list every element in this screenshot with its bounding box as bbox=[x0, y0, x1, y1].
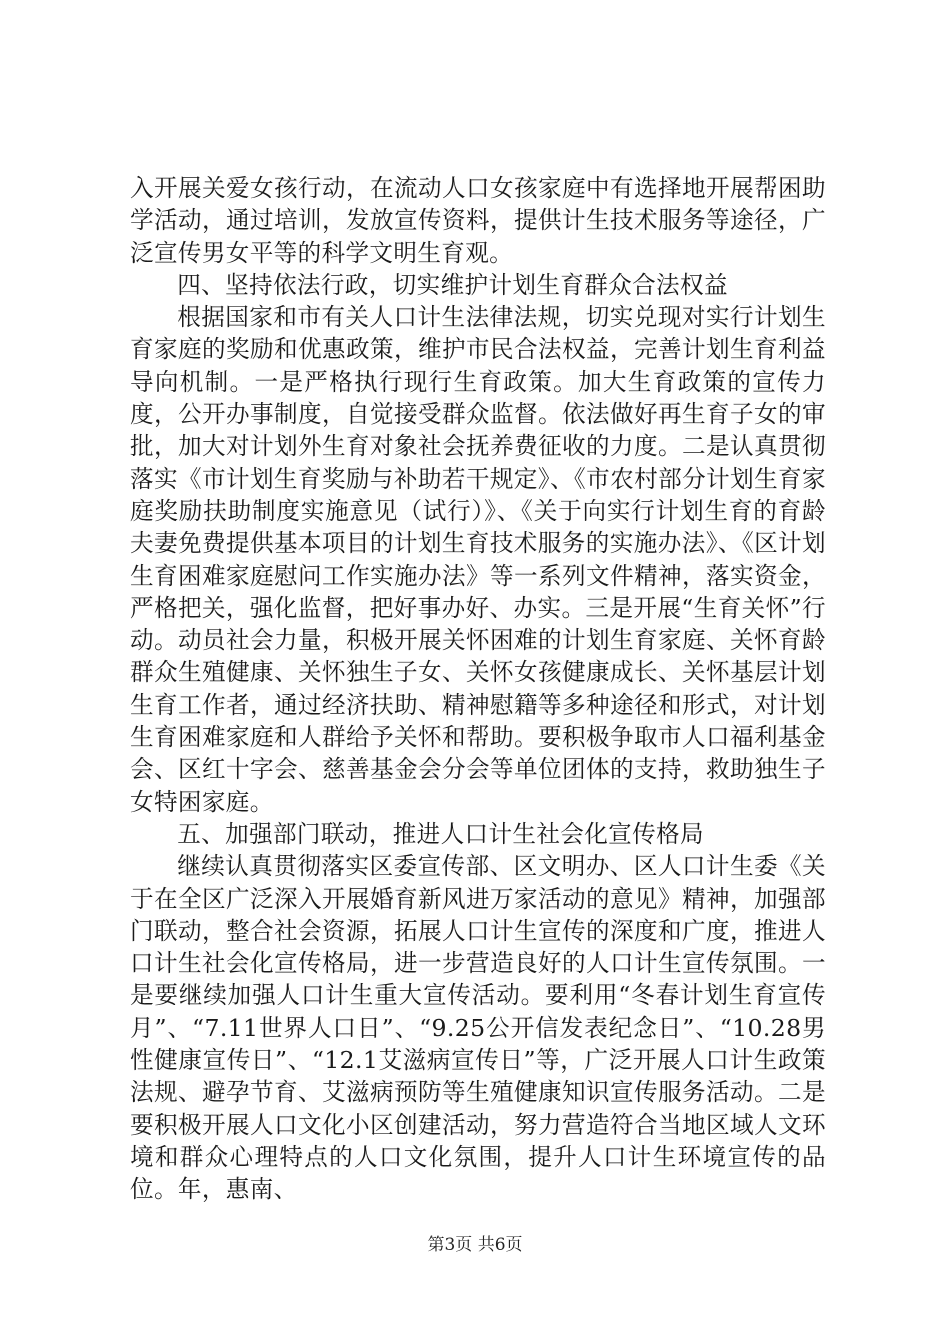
document-body bbox=[130, 172, 826, 1206]
section-heading-5: 五、加强部门联动，推进人口计生社会化宣传格局 bbox=[177, 819, 704, 848]
paragraph-legal-administration: 根据国家和市有关人口计生法律法规，切实兑现对实行计划生育家庭的奖励和优惠政策，维护市民合法权益，完善计划生育利益导向机制。一是严格执行现行生育政策。加大生育政策的宣传力度，公开办事制度，自觉接受群众监督。依法做好再生育子女的审批，加大对计划外生育对象社会抚养费征收的力度。二是认真贯彻落实《市计划生育奖励与补助若干规定》、《市农村部分计划生育家庭奖励扶助制度实施意见（试行）》、《关于向实行计划生育的育龄夫妻免费提供基本项目的计划生育技术服务的实施办法》、《区计划生育困难家庭慰问工作实施办法》等一系列文件精神，落实资金，严格把关，强化监督，把好事办好、办实。三是开展“生育关怀”行动。动员社会力量，积极开展关怀困难的计划生育家庭、关怀育龄群众生殖健康、关怀独生子女、关怀女孩健康成长、关怀基层计划生育工作者，通过经济扶助、精神慰籍等多种途径和形式，对计划生育困难家庭和人群给予关怀和帮助。要积极争取市人口福利基金会、区红十字会、慈善基金会分会等单位团体的支持，救助独生子女特困家庭。 bbox=[130, 303, 826, 816]
section-heading-4: 四、坚持依法行政，切实维护计划生育群众合法权益 bbox=[177, 270, 728, 299]
page-footer: 第3页 共6页 bbox=[427, 1235, 523, 1255]
paragraph-department-linkage: 继续认真贯彻落实区委宣传部、区文明办、区人口计生委《关于在全区广泛深入开展婚育新风进万家活动的意见》精神，加强部门联动，整合社会资源，拓展人口计生宣传的深度和广度，推进人口计生社会化宣传格局，进一步营造良好的人口计生宣传氛围。一是要继续加强人口计生重大宣传活动。要利用“冬春计划生育宣传月”、“7.11世界人口日”、“9.25公开信发表纪念日”、“10.28男性健康宣传日”、“12.1艾滋病宣传日”等，广泛开展人口计生政策法规、避孕节育、艾滋病预防等生殖健康知识宣传服务活动。二是要积极开展人口文化小区创建活动，努力营造符合当地区域人文环境和群众心理特点的人口文化氛围，提升人口计生环境宣传的品位。年，惠南、 bbox=[130, 852, 826, 1204]
paragraph-continuation: 入开展关爱女孩行动，在流动人口女孩家庭中有选择地开展帮困助学活动，通过培训，发放宣传资料，提供计生技术服务等途径，广泛宣传男女平等的科学文明生育观。 bbox=[130, 174, 826, 267]
